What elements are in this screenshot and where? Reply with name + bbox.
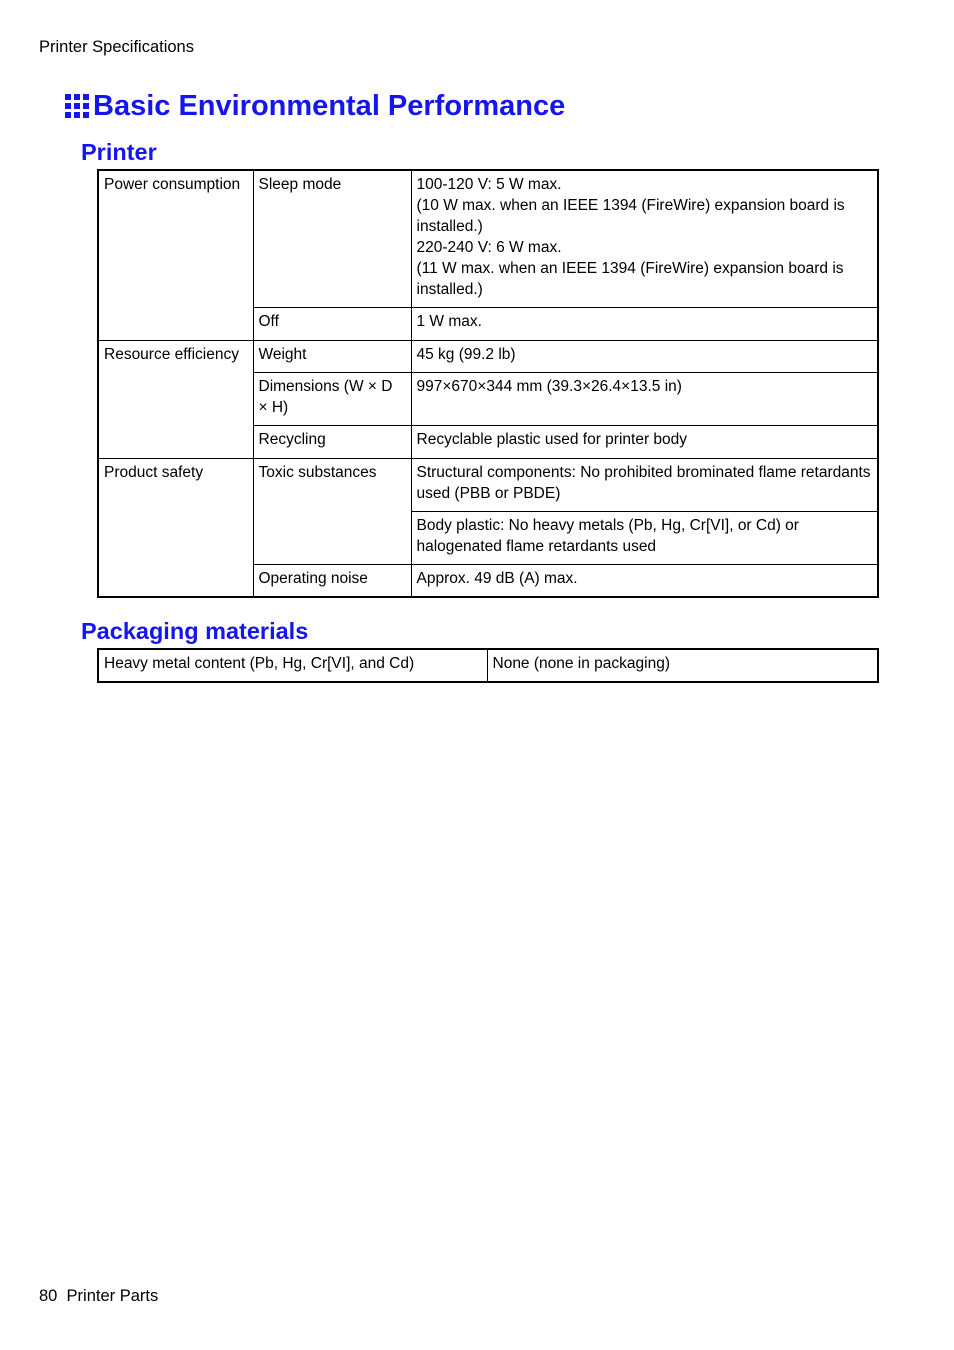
value-cell: 45 kg (99.2 lb) — [411, 340, 878, 372]
running-header: Printer Specifications — [39, 38, 194, 56]
section-heading-printer: Printer — [81, 139, 157, 165]
item-cell: Heavy metal content (Pb, Hg, Cr[VI], and Cd) — [98, 649, 487, 682]
item-cell: Sleep mode — [253, 170, 411, 307]
item-cell: Toxic substances — [253, 458, 411, 564]
category-cell: Product safety — [98, 458, 253, 597]
value-cell: Body plastic: No heavy metals (Pb, Hg, Cr[VI], or Cd) or halogenated flame retardants used — [411, 511, 878, 564]
value-cell: 1 W max. — [411, 307, 878, 340]
value-cell: Structural components: No prohibited brominated flame retardants used (PBB or PBDE) — [411, 458, 878, 511]
value-cell: None (none in packaging) — [487, 649, 878, 682]
value-cell: Recyclable plastic used for printer body — [411, 425, 878, 458]
footer-section: Printer Parts — [66, 1287, 159, 1305]
table-row — [98, 649, 878, 682]
section-heading-packaging: Packaging materials — [81, 618, 309, 644]
printer-spec-table — [97, 169, 879, 598]
table-row — [98, 458, 878, 511]
table-row — [98, 170, 878, 307]
table-row — [98, 340, 878, 372]
value-cell: 100-120 V: 5 W max. (10 W max. when an IEEE 1394 (FireWire) expansion board is installed.) 220-240 V: 6 W max. (11 W max. when an IEEE 1394 (FireWire) expansion board is installed.) — [411, 170, 878, 307]
page-title — [64, 88, 565, 124]
item-cell: Operating noise — [253, 564, 411, 597]
grid-icon — [64, 93, 90, 119]
page-number: 80 — [39, 1287, 58, 1305]
category-cell: Power consumption — [98, 170, 253, 340]
item-cell: Off — [253, 307, 411, 340]
item-cell: Dimensions (W × D × H) — [253, 372, 411, 425]
value-cell: Approx. 49 dB (A) max. — [411, 564, 878, 597]
packaging-spec-table — [97, 648, 879, 683]
item-cell: Weight — [253, 340, 411, 372]
value-cell: 997×670×344 mm (39.3×26.4×13.5 in) — [411, 372, 878, 425]
category-cell: Resource efficiency — [98, 340, 253, 458]
page-footer — [39, 1286, 158, 1306]
item-cell: Recycling — [253, 425, 411, 458]
page-title-text: Basic Environmental Performance — [93, 90, 566, 122]
